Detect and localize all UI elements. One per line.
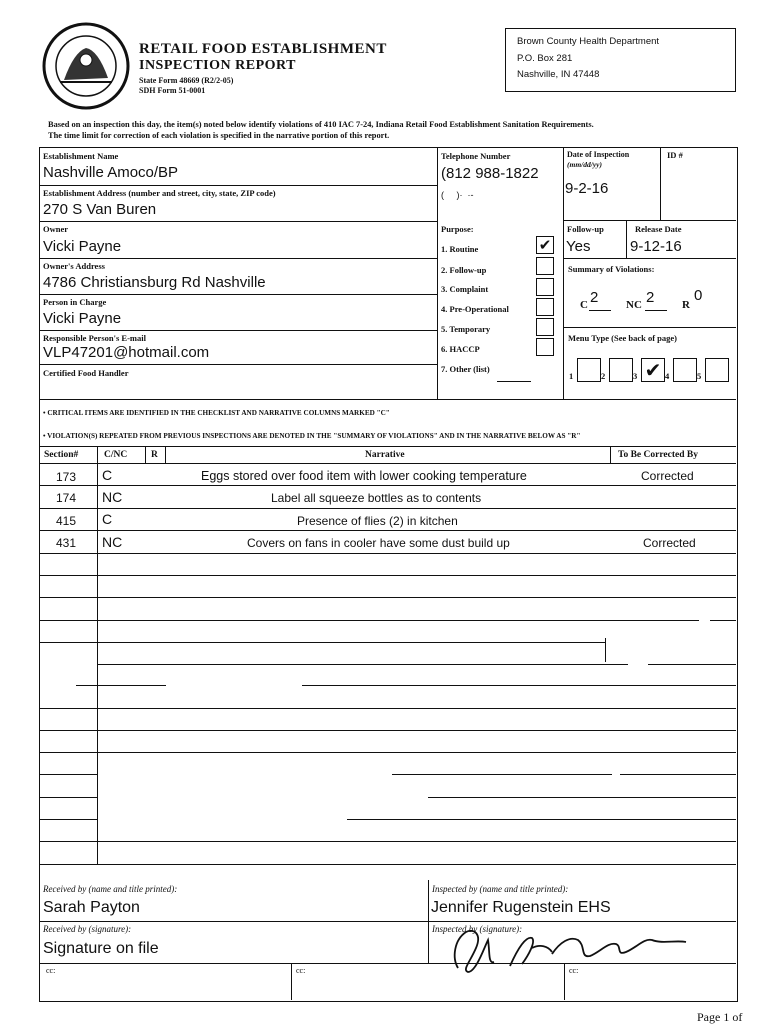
row1-narrative: Eggs stored over food item with lower cooking temperature xyxy=(201,469,527,483)
certified-food-handler-label: Certified Food Handler xyxy=(43,368,129,378)
summary-r-label: R xyxy=(682,299,690,311)
row1-corrected-by: Corrected xyxy=(641,469,694,483)
cc-field-2[interactable]: cc: xyxy=(296,966,306,975)
intro-line2: The time limit for correction of each violation is specified in the narrative portion of this report. xyxy=(48,131,390,140)
telephone-secondary: ( )· ·- xyxy=(441,190,474,200)
col-header-narrative: Narrative xyxy=(365,450,405,460)
row4-corrected-by: Corrected xyxy=(643,536,696,550)
form-title: RETAIL FOOD ESTABLISHMENT xyxy=(139,41,387,57)
purpose-followup-checkbox[interactable] xyxy=(536,257,554,275)
row3-narrative: Presence of flies (2) in kitchen xyxy=(297,514,458,528)
inspected-by-name[interactable]: Jennifer Rugenstein EHS xyxy=(431,899,611,916)
state-seal xyxy=(40,22,132,110)
inspector-signature xyxy=(440,918,690,980)
cc-field-3[interactable]: cc: xyxy=(569,966,579,975)
owner-name[interactable]: Vicki Payne xyxy=(43,238,122,255)
row2-cnc: NC xyxy=(102,489,123,505)
menu-type-2-label: 2 xyxy=(601,371,606,381)
purpose-label: Purpose: xyxy=(441,224,474,234)
menu-type-3-checkbox[interactable]: ✔ xyxy=(641,358,665,382)
followup-value[interactable]: Yes xyxy=(566,238,591,255)
establishment-address[interactable]: 270 S Van Buren xyxy=(43,201,157,218)
establishment-name-label: Establishment Name xyxy=(43,151,119,161)
inspection-date-format: (mm/dd/yy) xyxy=(567,160,602,169)
purpose-haccp-label: 6. HACCP xyxy=(441,344,480,354)
department-address-line1: P.O. Box 281 xyxy=(517,53,573,64)
purpose-routine-label: 1. Routine xyxy=(441,244,479,254)
row4-cnc: NC xyxy=(102,534,123,550)
summary-r-value[interactable]: 0 xyxy=(694,287,703,304)
received-by-name[interactable]: Sarah Payton xyxy=(43,899,140,916)
followup-label: Follow-up xyxy=(567,224,604,234)
purpose-preoperational-checkbox[interactable] xyxy=(536,298,554,316)
owner-address-label: Owner's Address xyxy=(43,261,105,271)
owner-label: Owner xyxy=(43,224,69,234)
id-label: ID # xyxy=(667,150,683,160)
establishment-name[interactable]: Nashville Amoco/BP xyxy=(43,164,179,181)
received-by-signature-label: Received by (signature): xyxy=(43,924,132,934)
department-address-line2: Nashville, IN 47448 xyxy=(517,69,600,80)
department-name: Brown County Health Department xyxy=(517,36,660,47)
row2-narrative: Label all squeeze bottles as to contents xyxy=(271,491,482,505)
intro-line1: Based on an inspection this day, the item(s) noted below identify violations of 410 IAC 7-24, Indiana Retail Food Establishment Sanitation Requirements. xyxy=(48,120,594,129)
row3-section: 415 xyxy=(56,514,77,528)
row1-section: 173 xyxy=(56,470,77,484)
purpose-temporary-label: 5. Temporary xyxy=(441,324,491,334)
col-header-section: Section# xyxy=(44,450,79,460)
telephone-value[interactable]: (812 988-1822 xyxy=(441,165,539,182)
inspection-date[interactable]: 9-2-16 xyxy=(565,180,609,197)
telephone-label: Telephone Number xyxy=(441,151,511,161)
col-header-r: R xyxy=(151,450,158,460)
purpose-temporary-checkbox[interactable] xyxy=(536,318,554,336)
summary-nc-value[interactable]: 2 xyxy=(646,289,655,306)
purpose-complaint-checkbox[interactable] xyxy=(536,278,554,296)
summary-label: Summary of Violations: xyxy=(568,264,655,274)
state-form-number: State Form 48669 (R2/2-05) xyxy=(139,76,234,85)
email-value[interactable]: VLP47201@hotmail.com xyxy=(43,344,210,361)
row2-section: 174 xyxy=(56,491,77,505)
menu-type-5-checkbox[interactable] xyxy=(705,358,729,382)
received-by-signature[interactable]: Signature on file xyxy=(43,940,159,957)
row4-narrative: Covers on fans in cooler have some dust build up xyxy=(247,536,510,550)
release-date-label: Release Date xyxy=(635,224,682,234)
inspected-by-name-label: Inspected by (name and title printed): xyxy=(432,884,569,894)
sdh-form-number: SDH Form 51-0001 xyxy=(139,86,206,95)
menu-type-4-checkbox[interactable] xyxy=(673,358,697,382)
page-number: Page 1 of xyxy=(697,1010,743,1024)
purpose-followup-label: 2. Follow-up xyxy=(441,265,487,275)
purpose-other-label: 7. Other (list) xyxy=(441,364,490,374)
establishment-address-label: Establishment Address (number and street, city, state, ZIP code) xyxy=(43,188,276,198)
summary-nc-label: NC xyxy=(626,299,642,311)
col-header-cnc: C/NC xyxy=(104,450,128,460)
critical-items-note: • CRITICAL ITEMS ARE IDENTIFIED IN THE CHECKLIST AND NARRATIVE COLUMNS MARKED "C" xyxy=(43,409,390,417)
cc-field-1[interactable]: cc: xyxy=(46,966,56,975)
owner-address[interactable]: 4786 Christiansburg Rd Nashville xyxy=(43,274,266,291)
summary-c-label: C xyxy=(580,299,588,311)
purpose-preoperational-label: 4. Pre-Operational xyxy=(441,304,509,314)
menu-type-label: Menu Type (See back of page) xyxy=(568,333,678,343)
person-in-charge-label: Person in Charge xyxy=(43,297,107,307)
inspected-by-signature-label: Inspected by (signature): xyxy=(432,924,523,934)
purpose-complaint-label: 3. Complaint xyxy=(441,284,489,294)
menu-type-1-checkbox[interactable] xyxy=(577,358,601,382)
row1-cnc: C xyxy=(102,467,113,483)
menu-type-1-label: 1 xyxy=(569,371,574,381)
repeated-violations-note: • VIOLATION(S) REPEATED FROM PREVIOUS INSPECTIONS ARE DENOTED IN THE "SUMMARY OF VIOLATIONS" AND IN THE NARRATIVE BELOW AS "R" xyxy=(43,432,581,440)
menu-type-5-label: 5 xyxy=(697,371,702,381)
email-label: Responsible Person's E-mail xyxy=(43,333,146,343)
menu-type-3-label: 3 xyxy=(633,371,638,381)
col-header-corrected-by: To Be Corrected By xyxy=(618,450,698,460)
form-subtitle: INSPECTION REPORT xyxy=(139,58,296,73)
inspection-date-label: Date of Inspection xyxy=(567,150,630,159)
row4-section: 431 xyxy=(56,536,77,550)
summary-c-value[interactable]: 2 xyxy=(590,289,599,306)
menu-type-2-checkbox[interactable] xyxy=(609,358,633,382)
menu-type-4-label: 4 xyxy=(665,371,670,381)
purpose-haccp-checkbox[interactable] xyxy=(536,338,554,356)
row3-cnc: C xyxy=(102,511,113,527)
person-in-charge[interactable]: Vicki Payne xyxy=(43,310,122,327)
received-by-name-label: Received by (name and title printed): xyxy=(43,884,178,894)
purpose-routine-checkbox[interactable]: ✔ xyxy=(536,236,554,254)
release-date[interactable]: 9-12-16 xyxy=(630,238,682,255)
